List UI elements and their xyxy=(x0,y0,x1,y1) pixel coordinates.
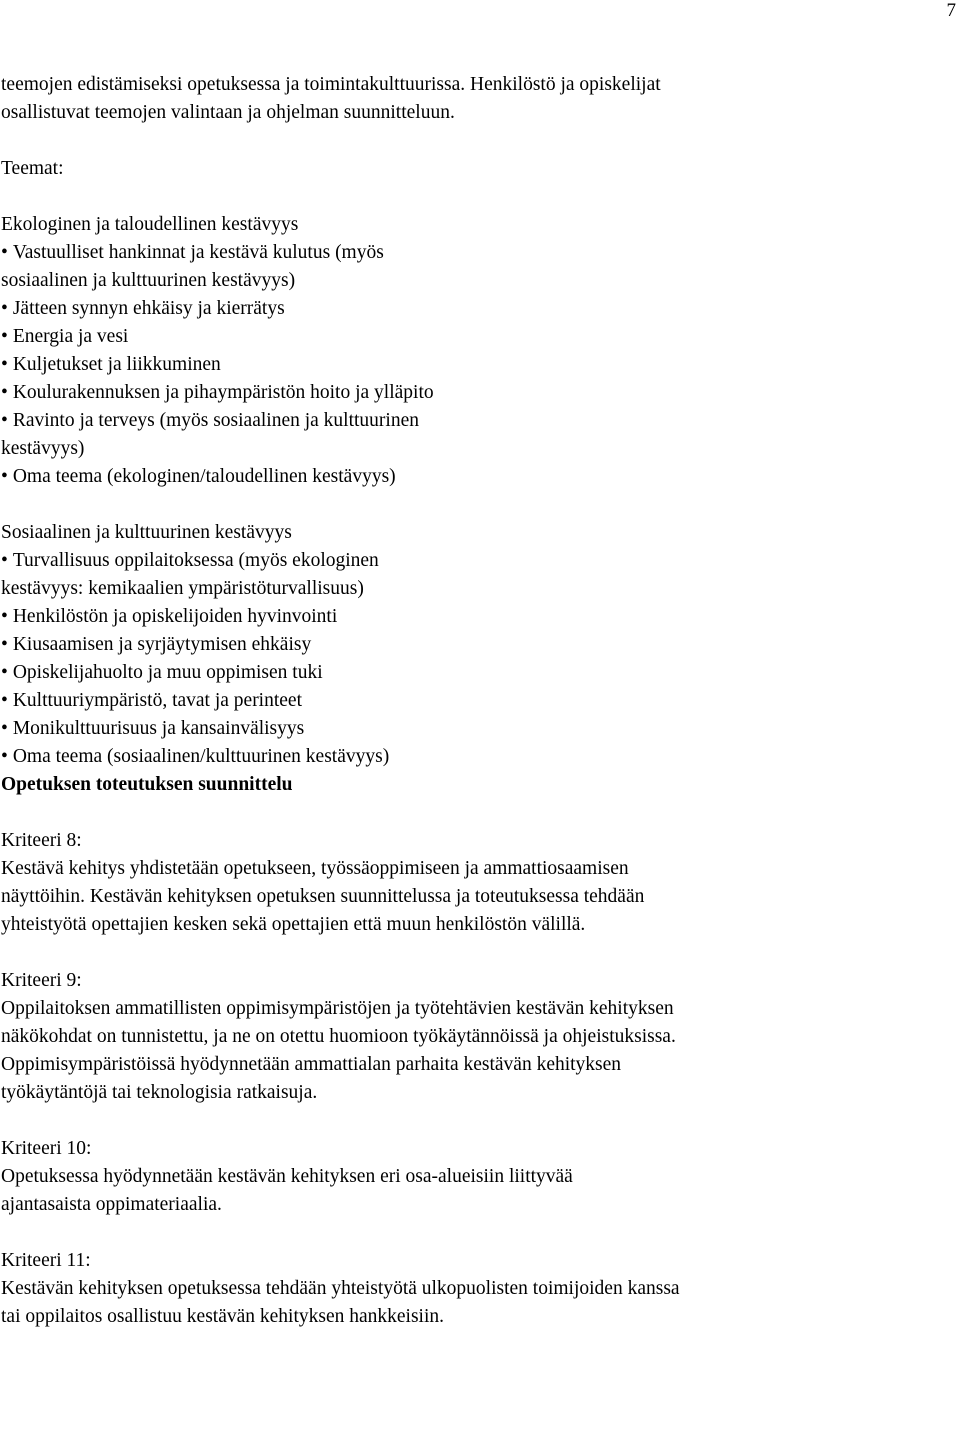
bullet-text: Jätteen synnyn ehkäisy ja kierrätys xyxy=(12,298,285,319)
document-body xyxy=(1,71,951,1331)
bullet-item xyxy=(1,715,951,743)
bullet-text: kestävyys) xyxy=(1,438,85,459)
bullet-text: Monikulttuurisuus ja kansainvälisyys xyxy=(12,718,305,739)
criterion-text: Oppimisympäristöissä hyödynnetään ammattialan parhaita kestävän kehityksen xyxy=(1,1054,622,1075)
bullet-icon: • xyxy=(1,550,8,571)
bullet-item xyxy=(1,407,951,463)
bullet-item xyxy=(1,463,951,491)
section-heading: Opetuksen toteutuksen suunnittelu xyxy=(1,774,293,795)
bullet-item xyxy=(1,379,951,407)
social-section-title: Sosiaalinen ja kulttuurinen kestävyys xyxy=(1,522,292,543)
bullet-icon: • xyxy=(1,382,8,403)
bullet-icon: • xyxy=(1,634,8,655)
page-number: 7 xyxy=(946,0,956,21)
bullet-item xyxy=(1,659,951,687)
bullet-text: Oma teema (ekologinen/taloudellinen kestävyys) xyxy=(12,466,396,487)
criterion-block xyxy=(1,967,951,1107)
criterion-text: työkäytäntöjä tai teknologisia ratkaisuja. xyxy=(1,1082,318,1103)
bullet-item xyxy=(1,743,951,771)
bullet-item xyxy=(1,687,951,715)
bullet-text: Ravinto ja terveys (myös sosiaalinen ja kulttuurinen xyxy=(12,410,419,431)
bullet-icon: • xyxy=(1,746,8,767)
bullet-text: Turvallisuus oppilaitoksessa (myös ekologinen xyxy=(12,550,379,571)
bullet-icon: • xyxy=(1,326,8,347)
intro-line: osallistuvat teemojen valintaan ja ohjelman suunnitteluun. xyxy=(1,102,455,123)
bullet-text: Kulttuuriympäristö, tavat ja perinteet xyxy=(12,690,302,711)
ecological-theme-list xyxy=(1,239,951,491)
bullet-text: Vastuulliset hankinnat ja kestävä kulutus (myös xyxy=(12,242,384,263)
bullet-text: Kiusaamisen ja syrjäytymisen ehkäisy xyxy=(12,634,312,655)
criterion-text: ajantasaista oppimateriaalia. xyxy=(1,1194,222,1215)
criteria-list xyxy=(1,827,951,1331)
bullet-text: Oma teema (sosiaalinen/kulttuurinen kestävyys) xyxy=(12,746,390,767)
bullet-item xyxy=(1,603,951,631)
bullet-text: Koulurakennuksen ja pihaympäristön hoito ja ylläpito xyxy=(12,382,434,403)
ecological-section-title: Ekologinen ja taloudellinen kestävyys xyxy=(1,214,299,235)
criterion-label: Kriteeri 8: xyxy=(1,830,82,851)
bullet-icon: • xyxy=(1,606,8,627)
criterion-block xyxy=(1,1135,951,1219)
criterion-text: näyttöihin. Kestävän kehityksen opetuksen suunnittelussa ja toteutuksessa tehdään xyxy=(1,886,645,907)
criterion-label: Kriteeri 11: xyxy=(1,1250,91,1271)
criterion-text: Opetuksessa hyödynnetään kestävän kehityksen eri osa-alueisiin liittyvää xyxy=(1,1166,573,1187)
bullet-item xyxy=(1,323,951,351)
bullet-item xyxy=(1,295,951,323)
bullet-icon: • xyxy=(1,354,8,375)
bullet-text: Henkilöstön ja opiskelijoiden hyvinvointi xyxy=(12,606,338,627)
bullet-item xyxy=(1,351,951,379)
social-theme-list xyxy=(1,547,951,771)
criterion-text: Oppilaitoksen ammatillisten oppimisympäristöjen ja työtehtävien kestävän kehityksen xyxy=(1,998,674,1019)
bullet-item xyxy=(1,239,951,295)
themes-label: Teemat: xyxy=(1,158,64,179)
intro-line: teemojen edistämiseksi opetuksessa ja toimintakulttuurissa. Henkilöstö ja opiskelijat xyxy=(1,74,661,95)
bullet-item xyxy=(1,631,951,659)
bullet-icon: • xyxy=(1,466,8,487)
bullet-icon: • xyxy=(1,718,8,739)
intro-paragraph xyxy=(1,71,951,127)
bullet-icon: • xyxy=(1,410,8,431)
criterion-text: yhteistyötä opettajien kesken sekä opettajien että muun henkilöstön välillä. xyxy=(1,914,586,935)
bullet-icon: • xyxy=(1,690,8,711)
criterion-text: Kestävä kehitys yhdistetään opetukseen, työssäoppimiseen ja ammattiosaamisen xyxy=(1,858,629,879)
criterion-text: näkökohdat on tunnistettu, ja ne on otettu huomioon työkäytännöissä ja ohjeistuksissa. xyxy=(1,1026,676,1047)
bullet-icon: • xyxy=(1,662,8,683)
criterion-label: Kriteeri 9: xyxy=(1,970,82,991)
criterion-text: tai oppilaitos osallistuu kestävän kehityksen hankkeisiin. xyxy=(1,1306,445,1327)
criterion-label: Kriteeri 10: xyxy=(1,1138,92,1159)
bullet-text: Opiskelijahuolto ja muu oppimisen tuki xyxy=(12,662,323,683)
bullet-text: kestävyys: kemikaalien ympäristöturvallisuus) xyxy=(1,578,364,599)
criterion-block xyxy=(1,827,951,939)
criterion-block xyxy=(1,1247,951,1331)
bullet-text: Energia ja vesi xyxy=(12,326,129,347)
bullet-icon: • xyxy=(1,242,8,263)
bullet-text: sosiaalinen ja kulttuurinen kestävyys) xyxy=(1,270,296,291)
criterion-text: Kestävän kehityksen opetuksessa tehdään yhteistyötä ulkopuolisten toimijoiden kanssa xyxy=(1,1278,680,1299)
bullet-icon: • xyxy=(1,298,8,319)
bullet-text: Kuljetukset ja liikkuminen xyxy=(12,354,221,375)
bullet-item xyxy=(1,547,951,603)
